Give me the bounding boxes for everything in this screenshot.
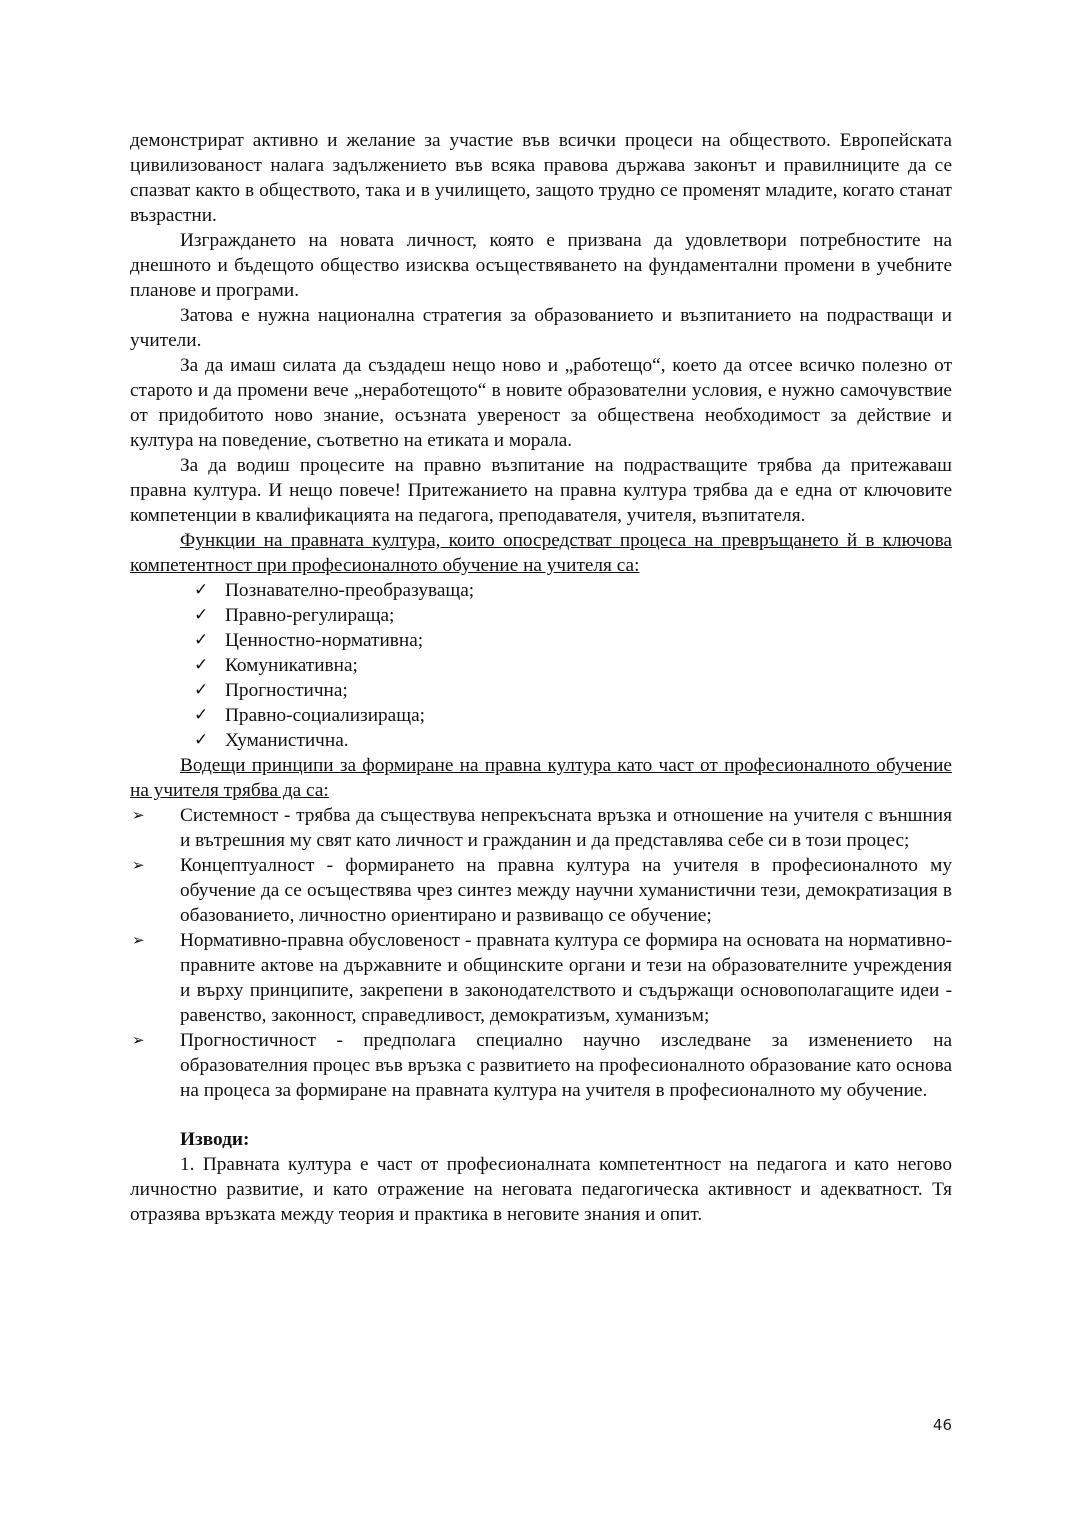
- principles-list: [130, 803, 952, 1103]
- list-item: [130, 853, 952, 928]
- list-item: [194, 653, 952, 678]
- function-item-text: Прогностична;: [225, 680, 348, 701]
- function-item-text: Правно-регулираща;: [225, 605, 395, 626]
- checkmark-icon: ✓: [194, 605, 209, 625]
- conclusion-item-1: 1. Правната култура е част от професионалната компетентност на педагога и като негово личностно развитие, и като отражение на неговата педагогическа активност и адекватност. Тя отразява връзката между теория и практика в неговите знания и опит.: [130, 1154, 952, 1225]
- principle-item-text: Системност - трябва да съществува непрекъсната връзка и отношение на учителя с външния и вътрешния му свят като личност и гражданин и да представлява себе си в този процес;: [180, 805, 952, 851]
- function-item-text: Комуникативна;: [225, 655, 358, 676]
- checkmark-icon: ✓: [194, 630, 209, 650]
- function-item-text: Ценностно-нормативна;: [225, 630, 424, 651]
- checkmark-icon: ✓: [194, 680, 209, 700]
- function-item-text: Правно-социализираща;: [225, 705, 426, 726]
- conclusions-heading: Изводи:: [180, 1129, 250, 1150]
- page-body: [130, 128, 952, 1227]
- list-item: [130, 1028, 952, 1103]
- principle-item-text: Прогностичност - предполага специално научно изследване за изменението на образователния процес във връзка с развитието на професионалното образование като основа на процеса за формиране на правната култура на учителя в професионалното му обучение.: [180, 1030, 952, 1101]
- list-item: [194, 728, 952, 753]
- functions-heading: [130, 528, 952, 578]
- list-item: [130, 928, 952, 1028]
- principles-heading: [130, 753, 952, 803]
- checkmark-icon: ✓: [194, 580, 209, 600]
- checkmark-icon: ✓: [194, 705, 209, 725]
- list-item: [194, 678, 952, 703]
- paragraph-1: демонстрират активно и желание за участие във всички процеси на обществото. Европейската цивилизованост налага задължението във всяка правова държава законът и правилниците да се спазват както в обществото, така и в училището, защото трудно се променят младите, когато станат възрастни.: [130, 130, 952, 226]
- arrow-bullet-icon: ➢: [132, 931, 145, 949]
- list-item: [194, 603, 952, 628]
- arrow-bullet-icon: ➢: [132, 856, 145, 874]
- principles-heading-text: Водещи принципи за формиране на правна култура като част от професионалното обучение на учителя трябва да са:: [130, 755, 952, 801]
- paragraph-3: Затова е нужна национална стратегия за образованието и възпитанието на подрастващи и учители.: [130, 305, 952, 351]
- list-item: [194, 703, 952, 728]
- paragraph-4: За да имаш силата да създадеш нещо ново и „работещо“, което да отсее всичко полезно от старото и да промени вече „неработещото“ в новите образователни условия, е нужно самочувствие от придобитото ново знание, осъзната увереност за обществена необходимост за действие и култура на поведение, съответно на етиката и морала.: [130, 355, 952, 451]
- checkmark-icon: ✓: [194, 730, 209, 750]
- list-item: [130, 803, 952, 853]
- principle-item-text: Концептуалност - формирането на правна култура на учителя в професионалното му обучение да се осъществява чрез синтез между научни хуманистични тези, демократизация в обазованието, личностно ориентирано и развиващо се обучение;: [180, 855, 952, 926]
- list-item: [194, 628, 952, 653]
- function-item-text: Хуманистична.: [225, 730, 349, 751]
- checkmark-icon: ✓: [194, 655, 209, 675]
- functions-heading-text: Функции на правната култура, които опосредстват процеса на превръщането й в ключова компетентност при професионалното обучение на учителя са:: [130, 530, 952, 576]
- paragraph-2: Изграждането на новата личност, която е призвана да удовлетвори потребностите на днешното и бъдещото общество изисква осъществяването на фундаментални промени в учебните планове и програми.: [130, 230, 952, 301]
- principle-item-text: Нормативно-правна обусловеност - правната култура се формира на основата на нормативно-правните актове на държавните и общинските органи и тези на образователните учреждения и върху принципите, закрепени в законодателството и съдържащи основополагащите идеи - равенство, законност, справедливост, демократизъм, хуманизъм;: [180, 930, 952, 1026]
- functions-list: [130, 578, 952, 753]
- page-number: 46: [932, 1416, 952, 1434]
- function-item-text: Познавателно-преобразуваща;: [225, 580, 475, 601]
- list-item: [194, 578, 952, 603]
- arrow-bullet-icon: ➢: [132, 1031, 145, 1049]
- arrow-bullet-icon: ➢: [132, 806, 145, 824]
- paragraph-5: За да водиш процесите на правно възпитание на подрастващите трябва да притежаваш правна култура. И нещо повече! Притежанието на правна култура трябва да е една от ключовите компетенции в квалификацията на педагога, преподавателя, учителя, възпитателя.: [130, 455, 952, 526]
